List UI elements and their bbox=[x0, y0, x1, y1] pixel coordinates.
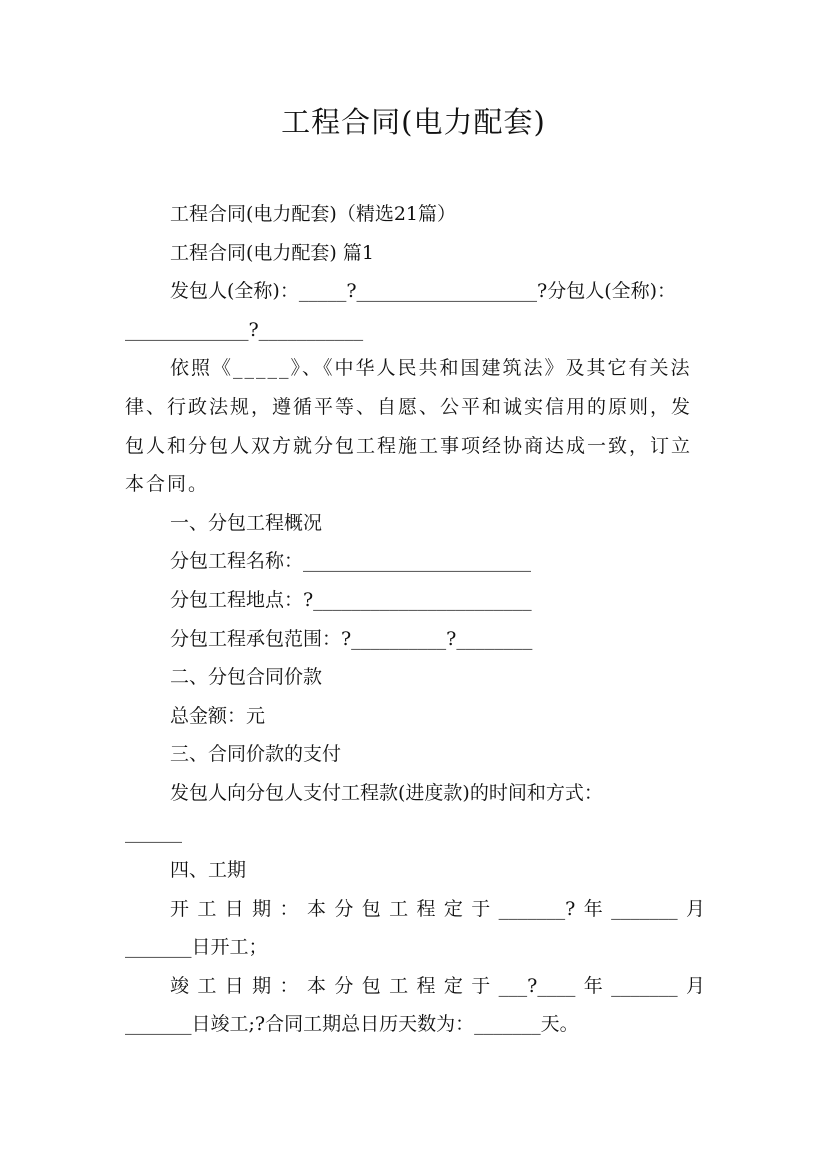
paragraph-payment-terms: 发包人向分包人支付工程款(进度款)的时间和方式： bbox=[170, 781, 603, 804]
paragraph-start-date: 开工日期：本分包工程定于_______?年_______月 bbox=[170, 897, 705, 920]
paragraph-payment-blank: ______ bbox=[125, 820, 182, 843]
document-body bbox=[125, 195, 705, 1044]
paragraph-project-name: 分包工程名称：________________________ bbox=[170, 550, 532, 573]
paragraph-completion-date-cont: _______日竣工;?合同工期总日历天数为：_______天。 bbox=[125, 1013, 579, 1036]
paragraph-start-date-cont: _______日开工； bbox=[125, 936, 268, 959]
paragraph-preamble: 依照《_____》、《中华人民共和国建筑法》及其它有关法律、行政法规，遵循平等、自愿、公平和诚实信用的原则，发包人和分包人双方就分包工程施工事项经协商达成一致，订立本合同。 bbox=[125, 357, 693, 496]
paragraph-project-scope: 分包工程承包范围：?__________?________ bbox=[170, 627, 533, 650]
paragraph-subtitle: 工程合同(电力配套)（精选21篇） bbox=[170, 203, 457, 225]
paragraph-completion-date: 竣工日期：本分包工程定于___?____年_______月 bbox=[170, 974, 705, 997]
paragraph-parties: 发包人(全称)：_____?___________________?分包人(全称)：_____________?___________ bbox=[125, 280, 677, 341]
paragraph-total-amount: 总金额：元 bbox=[170, 704, 266, 727]
paragraph-heading-schedule: 四、工期 bbox=[170, 859, 247, 882]
paragraph-heading-price: 二、分包合同价款 bbox=[170, 666, 323, 689]
paragraph-project-location: 分包工程地点：?_______________________ bbox=[170, 588, 532, 611]
paragraph-section-heading: 工程合同(电力配套) 篇1 bbox=[170, 241, 374, 264]
document-title: 工程合同(电力配套) bbox=[281, 105, 546, 139]
paragraph-heading-overview: 一、分包工程概况 bbox=[170, 511, 323, 534]
paragraph-heading-payment: 三、合同价款的支付 bbox=[170, 743, 342, 766]
